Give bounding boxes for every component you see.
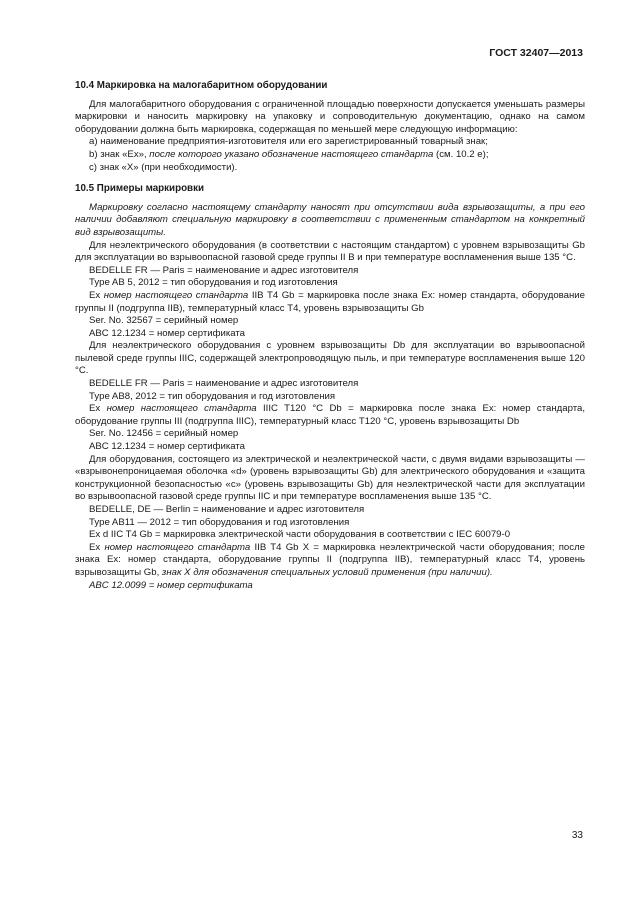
list-item-a: а) наименование предприятия-изготовителя или его зарегистрированный товарный знак; (89, 136, 488, 148)
example-2-line: Ser. No. 12456 = серийный номер (89, 428, 239, 440)
example-3-intro: Для оборудования, состоящего из электрической и неэлектрической части, с двумя видами взрывозащиты — «взрывонепроницаемая оболочка «d» (уровень взрывозащиты Gb) для электрического оборудования и «защита конструкционной безопасностью «с» (уровень взрывозащиты Gb) для неэлектрической части для эксплуатации во взрывоопасной газовой среде группы IIC и при температуре воспламенения выше 135 °С. (75, 453, 585, 503)
example-2-line: ABC 12.1234 = номер сертификата (89, 441, 245, 453)
example-2-intro: Для неэлектрического оборудования с уровнем взрывозащиты Db для эксплуатации во взрывоопасной пылевой среде группы IIIC, содержащей электропроводящую пыль, и при температуре воспламенения выше 120 °С. (75, 340, 585, 377)
example-2-line: Type AB8, 2012 = тип оборудования и год изготовления (89, 390, 336, 402)
section-10-4-title: 10.4 Маркировка на малогабаритном оборудовании (75, 80, 328, 91)
example-1-intro: Для неэлектрического оборудования (в соответствии с настоящим стандартом) с уровнем взрывозащиты Gb для эксплуатации во взрывоопасной газовой среде группы II B и при температуре воспламенения выше 135 °С. (75, 239, 585, 264)
example-1-line: ABC 12.1234 = номер сертификата (89, 327, 245, 339)
example-2-line: BEDELLE FR — Paris = наименование и адрес изготовителя (89, 378, 359, 390)
example-3-line: Ex d IIC T4 Gb = маркировка электрической части оборудования в соответствии с IEC 60079-0 (89, 529, 511, 541)
section-10-5-title: 10.5 Примеры маркировки (75, 183, 205, 195)
example-1-line: Ex номер настоящего стандарта IIB T4 Gb = маркировка после знака Ex: номер стандарта, оборудование группы II (подгруппа IIB), температурный класс Т4, уровень взрывозащиты Gb (75, 289, 585, 314)
list-item-c: с) знак «X» (при необходимости). (89, 161, 238, 173)
section-10-5-note: Маркировку согласно настоящему стандарту наносят при отсутствии вида взрывозащиты, а при его наличии добавляют специальную маркировку в соответствии с примененным стандартом на конкретный вид взрывозащиты. (75, 201, 585, 238)
section-10-4-intro: Для малогабаритного оборудования с ограниченной площадью поверхности допускается уменьшать размеры маркировки и наносить маркировку на упаковку и сопроводительную документацию, однако на самом оборудовании должна быть маркировка, содержащая по меньшей мере следующую информацию: (75, 98, 585, 135)
list-item-b: b) знак «Ex», после которого указано обозначение настоящего стандарта (см. 10.2 е); (89, 148, 489, 160)
example-3-line: BEDELLE, DE — Berlin = наименование и адрес изготовителя (89, 504, 365, 515)
example-1-line: Type AB 5, 2012 = тип оборудования и год изготовления (89, 277, 338, 289)
page-number: 33 (571, 830, 583, 841)
example-1-line: BEDELLE FR — Paris = наименование и адрес изготовителя (89, 264, 359, 276)
page-content (75, 80, 585, 592)
example-1-line: Ser. No. 32567 = серийный номер (89, 315, 239, 327)
example-3-line: ABC 12.0099 = номер сертификата (89, 579, 253, 591)
example-2-line: Ex номер настоящего стандарта IIIC T120 °С Db = маркировка после знака Ex: номер стандарта, оборудование группы III (подгруппа IIIC), температурный класс Т120 °С, уровень взрывозащиты Db (75, 403, 585, 427)
document-id: ГОСТ 32407—2013 (489, 47, 583, 59)
example-3-line: Type AB11 — 2012 = тип оборудования и год изготовления (89, 516, 350, 528)
example-3-line: Ex номер настоящего стандарта IIB T4 Gb X = маркировка неэлектрической части оборудования; после знака Ex: номер стандарта, оборудование группы II (подгруппа IIB), температурный класс T4, уровень взрывозащиты Gb, знак X для обозначения специальных условий применения (при наличии). (75, 541, 585, 578)
